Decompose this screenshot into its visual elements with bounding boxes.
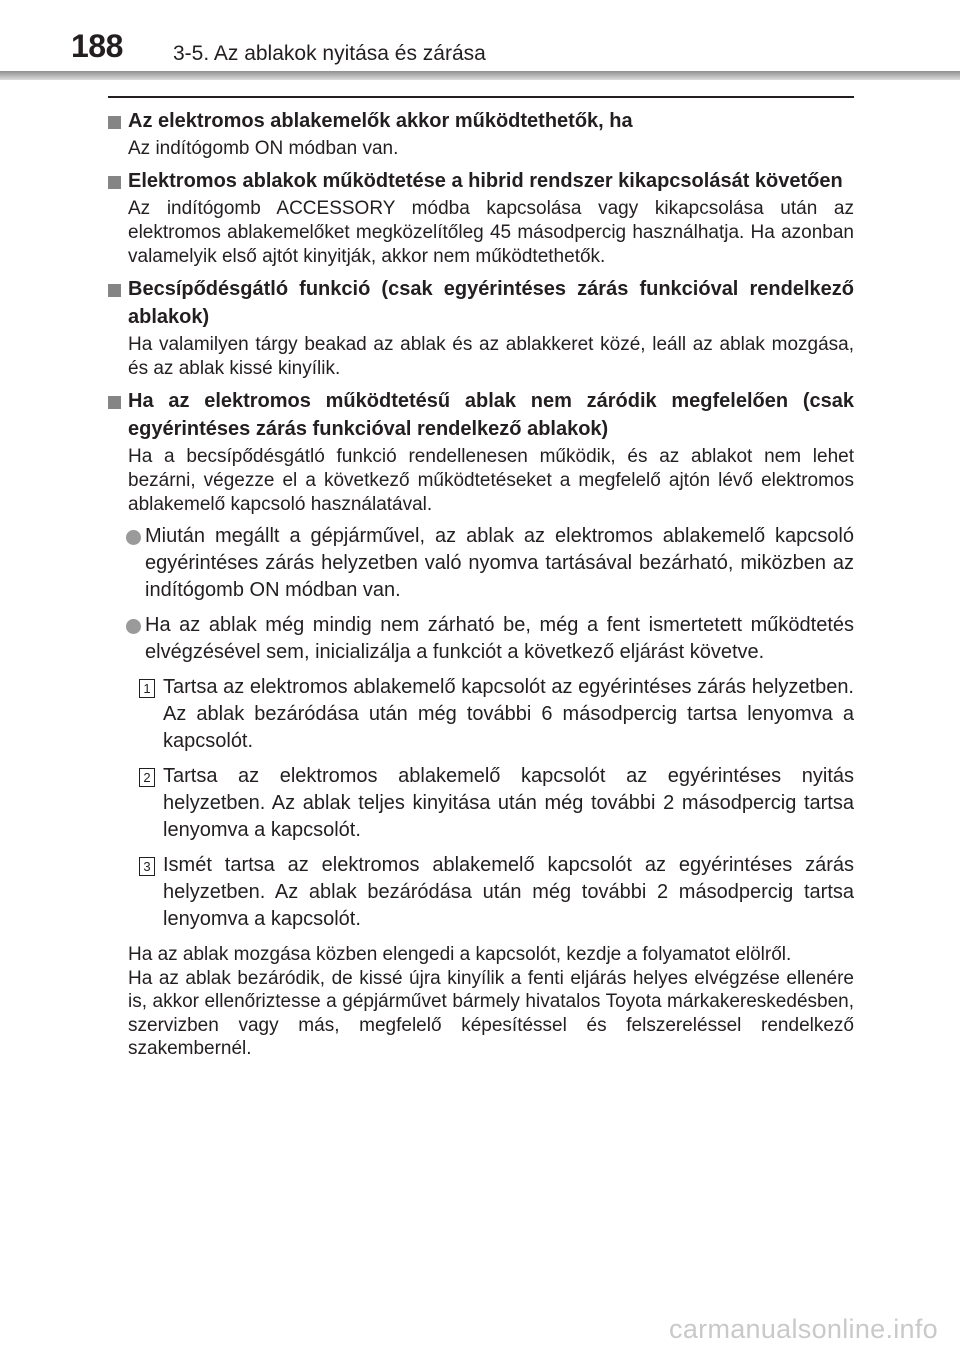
section-heading-text: Elektromos ablakok működtetése a hibrid rendszer kikapcsolását követően bbox=[128, 170, 843, 192]
step-text: Tartsa az elektromos ablakemelő kapcsolót az egyérintéses zárás helyzetben. Az ablak bezáródása után még további 6 másodpercig tartsa lenyomva a kapcsolót. bbox=[163, 676, 854, 752]
square-bullet-icon bbox=[108, 176, 121, 189]
step-text: Ismét tartsa az elektromos ablakemelő kapcsolót az egyérintéses zárás helyzetben. Az ablak bezáródása után még további 2 másodpercig tartsa lenyomva a kapcsolót. bbox=[163, 854, 854, 930]
section-heading-text: Az elektromos ablakemelők akkor működtethetők, ha bbox=[128, 110, 633, 132]
square-bullet-icon bbox=[108, 284, 121, 297]
list-item bbox=[106, 523, 854, 604]
circle-bullet-icon bbox=[126, 619, 141, 634]
step-number: 3 bbox=[139, 857, 155, 876]
bullet-text: Miután megállt a gépjárművel, az ablak az elektromos ablakemelő kapcsoló egyérintéses zárás helyzetben való nyomva tartásával bezárható, miközben az indítógomb ON módban van. bbox=[145, 525, 854, 601]
chapter-title: 3-5. Az ablakok nyitása és zárása bbox=[173, 42, 486, 65]
square-bullet-icon bbox=[108, 116, 121, 129]
content-top-rule bbox=[108, 96, 854, 98]
watermark: carmanualsonline.info bbox=[669, 1314, 938, 1344]
section-heading bbox=[106, 387, 854, 443]
step-2 bbox=[106, 763, 854, 844]
section-body: Ha valamilyen tárgy beakad az ablak és az ablakkeret közé, leáll az ablak mozgása, és az ablak kissé kinyílik. bbox=[128, 334, 854, 379]
section-heading-text: Ha az elektromos működtetésű ablak nem záródik megfelelően (csak egyérintéses zárás funkcióval rendelkező ablakok) bbox=[128, 390, 854, 440]
section-heading bbox=[106, 275, 854, 331]
circle-bullet-icon bbox=[126, 530, 141, 545]
square-bullet-icon bbox=[108, 396, 121, 409]
page-number: 188 bbox=[71, 28, 123, 64]
page-content bbox=[106, 107, 854, 1061]
closing-paragraph: Ha az ablak bezáródik, de kissé újra kinyílik a fenti eljárás helyes elvégzése ellenére is, akkor ellenőriztesse a gépjárművet bármely hivatalos Toyota márkakereskedésben, szervizben vagy más, megfelelő képesítéssel és felszereléssel rendelkező szakembernél. bbox=[128, 967, 854, 1059]
list-item bbox=[106, 612, 854, 666]
closing-line: Ha az ablak mozgása közben elengedi a kapcsolót, kezdje a folyamatot elölről. bbox=[128, 944, 792, 965]
step-3 bbox=[106, 852, 854, 933]
closing-note bbox=[106, 943, 854, 1061]
section-heading bbox=[106, 107, 854, 135]
section-body: Az indítógomb ACCESSORY módba kapcsolása vagy kikapcsolása után az elektromos ablakemelőket megközelítőleg 45 másodpercig használhatja. Ha azonban valamelyik első ajtót kinyitják, akkor nem működtethetők. bbox=[128, 198, 854, 267]
section-1 bbox=[106, 107, 854, 161]
section-body: Az indítógomb ON módban van. bbox=[128, 138, 399, 159]
bullet-text: Ha az ablak még mindig nem zárható be, még a fent ismertetett működtetés elvégzésével sem, inicializálja a funkciót a következő eljárást követve. bbox=[145, 614, 854, 663]
step-number: 1 bbox=[139, 679, 155, 698]
step-1 bbox=[106, 674, 854, 755]
section-2 bbox=[106, 167, 854, 269]
section-heading-text: Becsípődésgátló funkció (csak egyérintéses zárás funkcióval rendelkező ablakok) bbox=[128, 278, 854, 328]
section-4 bbox=[106, 387, 854, 1061]
page-header bbox=[0, 0, 960, 82]
header-rule bbox=[0, 71, 960, 80]
section-heading bbox=[106, 167, 854, 195]
section-body: Ha a becsípődésgátló funkció rendellenesen működik, és az ablakot nem lehet bezárni, végezze el a következő működtetéseket a megfelelő ajtón lévő elektromos ablakemelő kapcsoló használatával. bbox=[128, 446, 854, 515]
section-3 bbox=[106, 275, 854, 381]
step-text: Tartsa az elektromos ablakemelő kapcsolót az egyérintéses nyitás helyzetben. Az ablak teljes kinyitása után még további 2 másodpercig tartsa lenyomva a kapcsolót. bbox=[163, 765, 854, 841]
step-number: 2 bbox=[139, 768, 155, 787]
